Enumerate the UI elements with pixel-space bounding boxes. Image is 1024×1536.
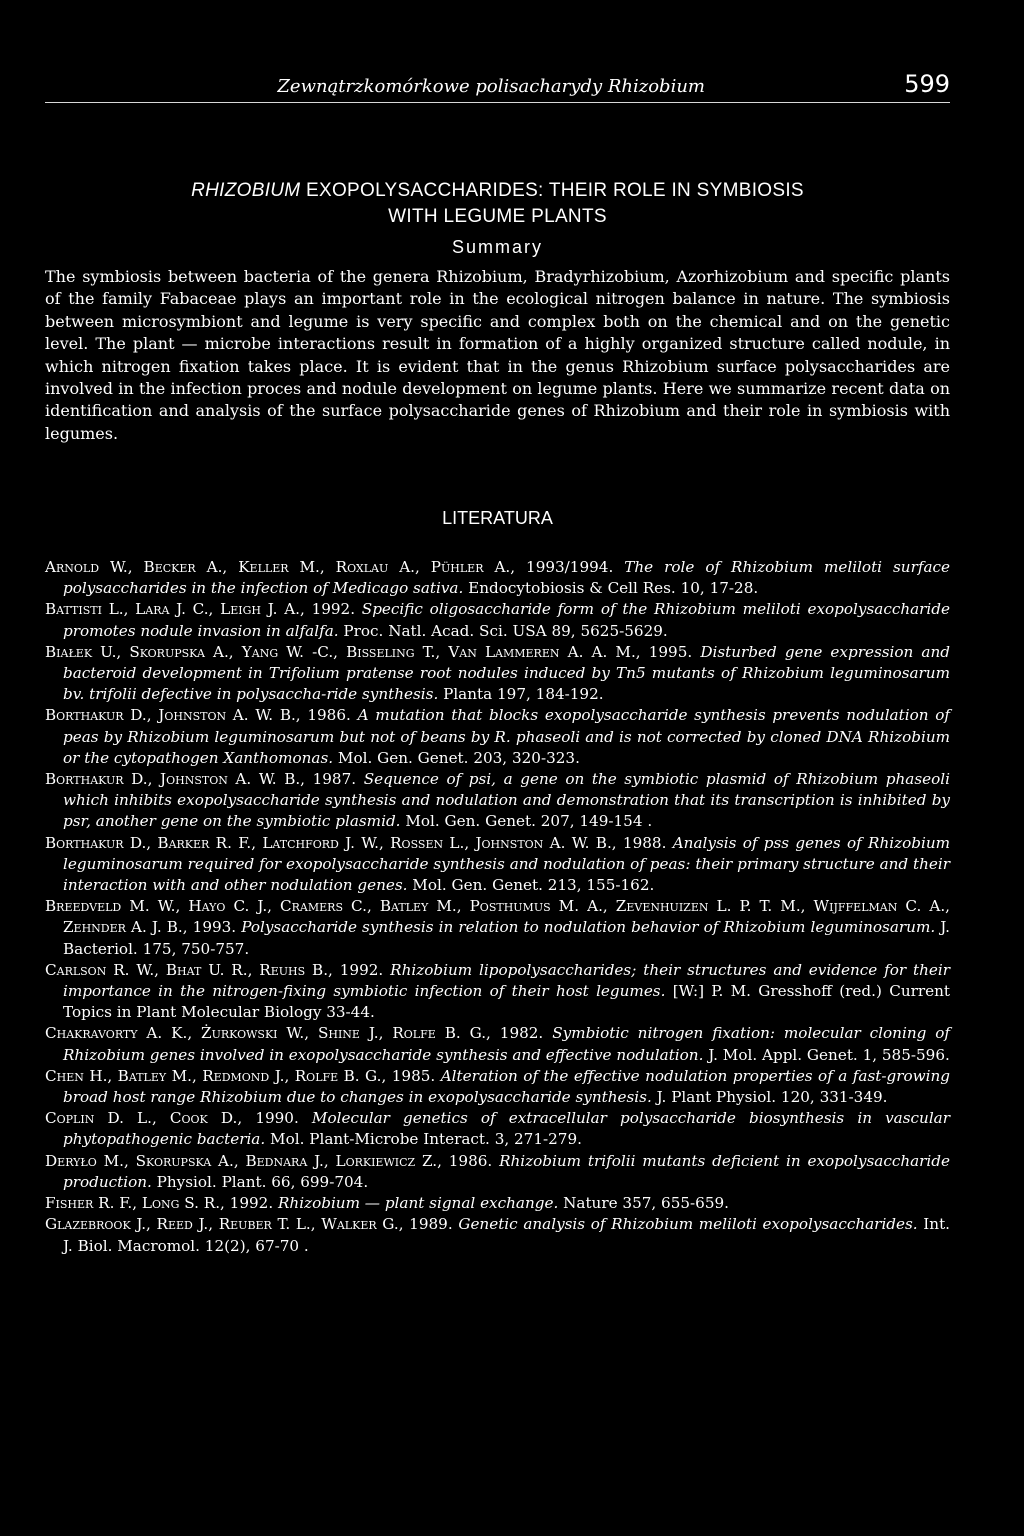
literature-heading: LITERATURA (442, 508, 553, 528)
reference-title: Sequence of psi, a gene on the symbiotic plasmid of Rhizobium phaseoli which inhibits exopolysaccharide synthesis and nodulation and demonstration that its transcription is inhibited by psr, another gene on the symbiotic plasmid. (63, 770, 950, 831)
reference-authors: Borthakur D., Johnston A. W. B., (45, 706, 301, 725)
reference-authors: Białek U., Skorupska A., Yang W. -C., Bisseling T., Van Lammeren A. A. M., (45, 642, 641, 661)
running-head (45, 68, 950, 103)
reference-list (45, 557, 950, 1257)
reference-source: Planta 197, 184-192. (438, 685, 604, 704)
reference-item (45, 1214, 950, 1256)
reference-year: 1990. (242, 1109, 312, 1128)
reference-authors: Deryło M., Skorupska A., Bednara J., Lorkiewicz Z., (45, 1151, 442, 1170)
article-title-line-1-rest: EXOPOLYSACCHARIDES: THEIR ROLE IN SYMBIOSIS (300, 180, 804, 201)
reference-source: J. Plant Physiol. 120, 331-349. (651, 1088, 888, 1107)
reference-year: 1993/1994. (515, 558, 625, 576)
summary-text: The symbiosis between bacteria of the genera Rhizobium, Bradyrhizobium, Azorhizobium and specific plants of the family Fabaceae plays an important role in the ecological nitrogen balance in nature. The symbiosis between microsymbiont and legume is very specific and complex both on the chemical and on the genetic level. The plant — microbe interactions result in formation of a highly organized structure called nodule, in which nitrogen fixation takes place. It is evident that in the genus Rhizobium surface polysaccharides are involved in the infection proces and nodule development on legume plants. Here we summarize recent data on identification and analysis of the surface polysaccharide genes of Rhizobium and their role in symbiosis with legumes. (45, 267, 950, 443)
reference-item (45, 1066, 950, 1108)
reference-authors: Borthakur D., Barker R. F., Latchford J. W., Rossen L., Johnston A. W. B., (45, 833, 617, 852)
reference-year: 1993. (187, 918, 242, 937)
page-number: 599 (904, 70, 950, 98)
reference-title: Rhizobium trifolii mutants deficient in exopolysaccharide production. (63, 1151, 950, 1191)
reference-item (45, 1108, 950, 1150)
reference-source: Mol. Plant-Microbe Interact. 3, 271-279. (265, 1130, 582, 1149)
reference-year: 1989. (403, 1215, 459, 1234)
reference-authors: Carlson R. W., Bhat U. R., Reuhs B., (45, 960, 333, 979)
reference-authors: Borthakur D., Johnston A. W. B., (45, 770, 306, 789)
reference-year: 1992. (224, 1194, 278, 1213)
reference-title: Symbiotic nitrogen fixation: molecular cloning of Rhizobium genes involved in exopolysaccharide synthesis and effective nodulation. (63, 1024, 951, 1064)
reference-source: Mol. Gen. Genet. 213, 155-162. (407, 876, 655, 895)
reference-authors: Coplin D. L., Cook D., (45, 1109, 243, 1128)
reference-title: Disturbed gene expression and bacteroid development in Trifolium pratense root nodules induced by Tn5 mutants of Rhizobium leguminosarum bv. trifolii defective in polysaccha-ride synthesis. (63, 642, 950, 704)
reference-item (45, 896, 950, 960)
reference-authors: Battisti L., Lara J. C., Leigh J. A., (45, 600, 305, 619)
reference-authors: Chakravorty A. K., Żurkowski W., Shine J., Rolfe B. G., (45, 1024, 491, 1043)
reference-year: 1988. (616, 833, 673, 852)
reference-title: Rhizobium lipopolysaccharides; their structures and evidence for their importance in the nitrogen-fixing symbiotic infection of their host legumes. (63, 960, 951, 1001)
reference-year: 1992. (304, 600, 362, 619)
reference-year: 1985. (386, 1066, 441, 1085)
reference-year: 1995. (640, 642, 701, 661)
reference-item (45, 705, 950, 769)
reference-source: Physiol. Plant. 66, 699-704. (151, 1172, 369, 1191)
reference-authors: Breedveld M. W., Hayo C. J., Cramers C., Batley M., Posthumus M. A., Zevenhuizen L. P. T. M., Wijffelman C. A., Zehnder A. J. B., (45, 897, 950, 937)
reference-source: [W:] P. M. Gresshoff (red.) Current Topics in Plant Molecular Biology 33-44. (63, 982, 950, 1022)
reference-year: 1987. (305, 770, 364, 789)
reference-title: A mutation that blocks exopolysaccharide synthesis prevents nodulation of peas by Rhizobium leguminosarum but not of beans by R. phaseoli and is not corrected by cloned DNA Rhizobium or the cytopathogen Xanthomonas. (63, 706, 950, 767)
reference-item (45, 599, 950, 641)
reference-year: 1986. (441, 1151, 500, 1170)
running-title: Zewnątrzkomórkowe polisacharydy Rhizobium (277, 76, 705, 97)
reference-title: Alteration of the effective nodulation properties of a fast-growing broad host range Rhizobium due to changes in exopolysaccharide synthesis. (63, 1066, 950, 1107)
reference-title: Specific oligosaccharide form of the Rhizobium meliloti exopolysaccharide promotes nodule invasion in alfalfa. (63, 600, 950, 640)
reference-title: Rhizobium — plant signal exchange. (278, 1194, 559, 1213)
reference-source: Nature 357, 655-659. (558, 1194, 729, 1213)
reference-title: The role of Rhizobium meliloti surface polysaccharides in the infection of Medicago sativa. (63, 558, 951, 598)
reference-source: J. Bacteriol. 175, 750-757. (63, 918, 950, 958)
reference-source: Int. J. Biol. Macromol. 12(2), 67-70 . (63, 1215, 950, 1255)
reference-title: Molecular genetics of extracellular polysaccharide biosynthesis in vascular phytopathogenic bacteria. (63, 1109, 950, 1149)
reference-title: Analysis of pss genes of Rhizobium leguminosarum required for exopolysaccharide synthesis and nodulation of peas: their primary structure and their interaction with and other nodulation genes. (63, 833, 951, 895)
reference-authors: Glazebrook J., Reed J., Reuber T. L., Walker G., (45, 1215, 404, 1234)
reference-source: Mol. Gen. Genet. 207, 149-154 . (400, 812, 653, 831)
reference-item (45, 1193, 950, 1214)
reference-authors: Fisher R. F., Long S. R., (45, 1194, 225, 1213)
reference-item (45, 769, 950, 833)
reference-item (45, 642, 950, 706)
reference-authors: Arnold W., Becker A., Keller M., Roxlau A., Pühler A., (45, 558, 516, 576)
article-title-genus: RHIZOBIUM (191, 180, 301, 201)
reference-item (45, 1151, 950, 1193)
reference-title: Polysaccharide synthesis in relation to nodulation behavior of Rhizobium leguminosarum. (241, 918, 936, 937)
reference-source: Proc. Natl. Acad. Sci. USA 89, 5625-5629. (338, 621, 668, 640)
reference-year: 1986. (300, 706, 358, 725)
reference-year: 1982. (490, 1024, 553, 1043)
reference-source: J. Mol. Appl. Genet. 1, 585-596. (703, 1045, 950, 1064)
reference-item (45, 557, 950, 599)
article-title (45, 178, 950, 230)
reference-year: 1992. (332, 960, 391, 979)
article-title-line-2: WITH LEGUME PLANTS (388, 206, 607, 227)
reference-item (45, 960, 950, 1024)
reference-authors: Chen H., Batley M., Redmond J., Rolfe B. G., (45, 1066, 387, 1085)
reference-title: Genetic analysis of Rhizobium meliloti exopolysaccharides. (458, 1215, 918, 1234)
reference-item (45, 833, 950, 897)
reference-source: Endocytobiosis & Cell Res. 10, 17-28. (463, 579, 759, 598)
reference-item (45, 1023, 950, 1065)
reference-source: Mol. Gen. Genet. 203, 320-323. (333, 748, 580, 767)
article-title-line-1 (45, 178, 950, 204)
summary-heading: Summary (451, 237, 543, 257)
